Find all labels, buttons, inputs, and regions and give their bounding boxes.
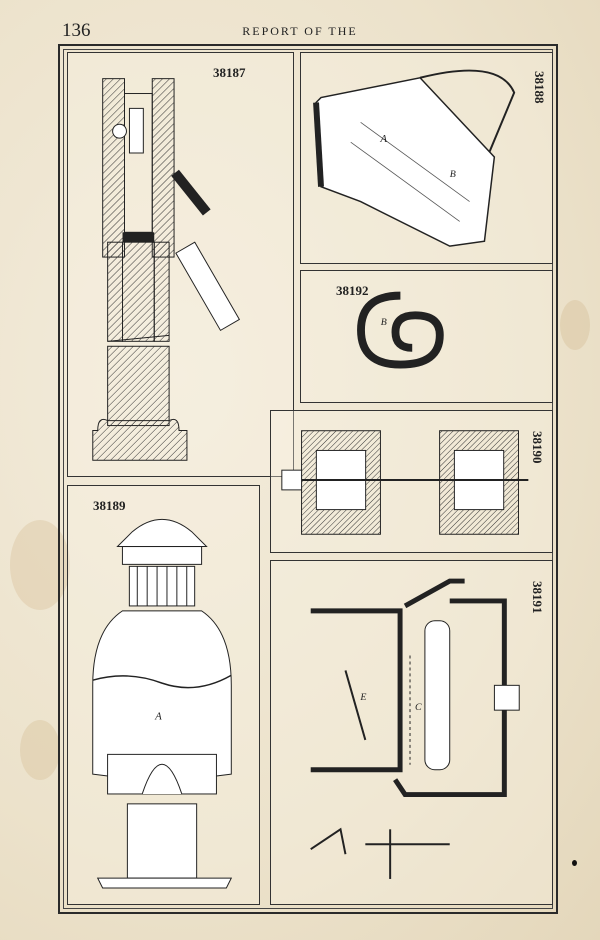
foxing-stain <box>560 300 590 350</box>
svg-text:A: A <box>380 133 388 146</box>
figure-38188-panel <box>300 52 553 264</box>
figure-38192-panel <box>300 270 553 403</box>
foxing-stain <box>20 720 60 780</box>
figure-38187-panel <box>67 52 294 477</box>
spindle-section-drawing <box>271 411 552 552</box>
figure-number: 38189 <box>93 498 126 513</box>
figure-number: 38192 <box>336 283 369 298</box>
figure-number: 38190 <box>530 431 545 464</box>
figure-38189-panel <box>67 485 260 905</box>
figure-number: 38188 <box>532 71 547 104</box>
page-number: 136 <box>62 20 91 41</box>
figure-38190-panel <box>270 410 553 553</box>
running-title: REPORT OF THE <box>242 24 358 38</box>
svg-text:A: A <box>155 710 162 723</box>
scoop-drawing <box>301 53 552 263</box>
svg-text:B: B <box>380 317 387 329</box>
figure-number: 38187 <box>213 65 246 80</box>
svg-text:E: E <box>360 692 367 704</box>
lamp-drawing <box>68 486 259 904</box>
machine-section-drawing <box>271 561 552 904</box>
spiral-ring-drawing <box>301 271 552 402</box>
pump-section-drawing <box>68 53 293 476</box>
figure-number: 38191 <box>530 581 545 614</box>
svg-text:B: B <box>449 168 456 180</box>
svg-text:C: C <box>414 702 422 714</box>
ink-speck <box>572 860 577 866</box>
figure-38191-panel <box>270 560 553 905</box>
